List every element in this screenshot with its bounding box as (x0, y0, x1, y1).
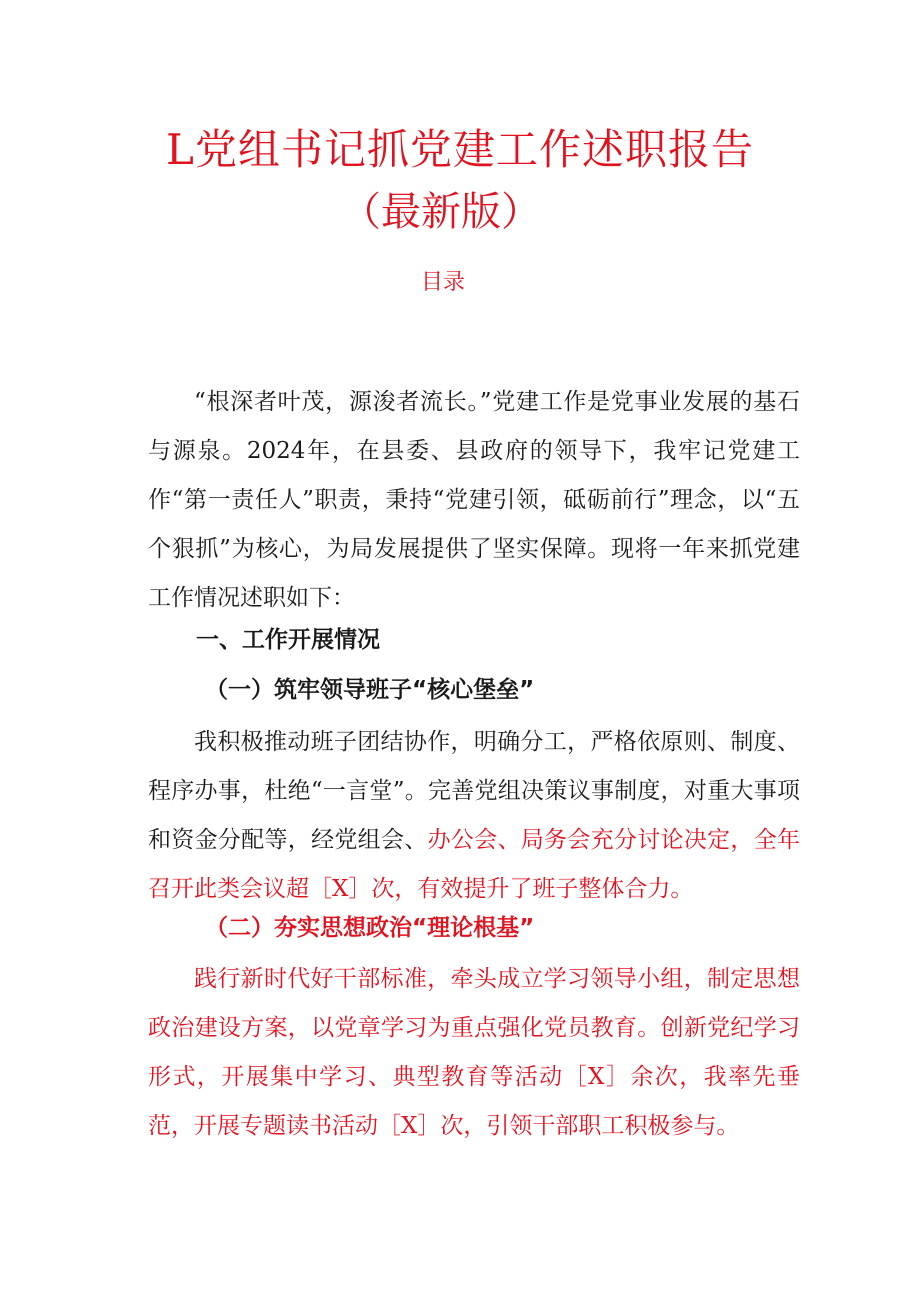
document-subtitle: （最新版） (341, 189, 541, 235)
subsection-heading-ideology: （二）夯实思想政治“理论根基” (205, 915, 535, 941)
highlighted-text: 办公会、局务会充分讨论决定，全年召开此类会议超［X］次，有效提升了班子整体合力。 (148, 827, 801, 902)
subsection-ideology-paragraph: 践行新时代好干部标准，牵头成立学习领导小组，制定思想政治建设方案，以党章学习为重点强化党员教育。创新党纪学习形式，开展集中学习、典型教育等活动［X］余次，我率先垂范，开展专题读书活动［X］次，引领干部职工积极参与。 (148, 966, 800, 1139)
section-heading-work-status: 一、工作开展情况 (196, 627, 380, 653)
document-title: L党组书记抓党建工作述职报告 (166, 125, 754, 174)
subsection-leadership-paragraph (148, 718, 800, 914)
paragraph-text: 我积极推动班子团结协作，明确分工，严格依原则、制度、程序办事，杜绝“一言堂”。完善党组决策议事制度，对重大事项和资金分配等，经党组会、 (148, 729, 800, 853)
subsection-heading-leadership: （一）筑牢领导班子“核心堡垒” (205, 677, 535, 703)
toc-label[interactable]: 目录 (420, 270, 465, 295)
intro-paragraph: “根深者叶茂，源浚者流长。”党建工作是党事业发展的基石与源泉。2024年，在县委、县政府的领导下，我牢记党建工作“第一责任人”职责，秉持“党建引领，砥砺前行”理念，以“五个狠抓”为核心，为局发展提供了坚实保障。现将一年来抓党建工作情况述职如下： (148, 389, 800, 611)
